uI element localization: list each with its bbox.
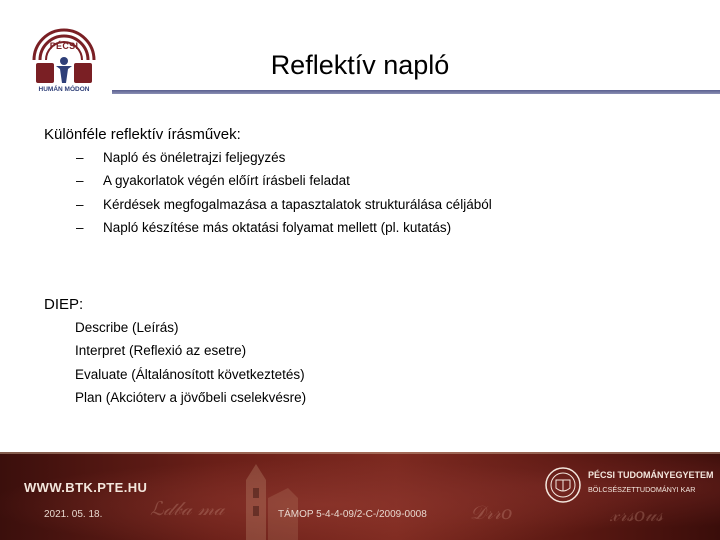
building-silhouette-icon bbox=[226, 458, 306, 540]
btk-logo bbox=[26, 20, 102, 98]
list-item bbox=[76, 220, 492, 243]
slide-title: Reflektív napló bbox=[270, 50, 450, 80]
list-item-text: Napló készítése más oktatási folyamat mellett (pl. kutatás) bbox=[103, 219, 452, 235]
list-item: Plan (Akcióterv a jövőbeli cselekvésre) bbox=[75, 389, 307, 405]
list-item-text: Kérdések megfogalmazása a tapasztalatok strukturálása céljából bbox=[103, 196, 492, 212]
title-rule bbox=[112, 90, 720, 94]
list-item: Evaluate (Általánosított következtetés) bbox=[75, 366, 305, 382]
list-item-text: Napló és önéletrajzi feljegyzés bbox=[103, 150, 286, 165]
section-heading-writing-types: Különféle reflektív írásművek: bbox=[44, 126, 241, 143]
writing-types-list bbox=[76, 150, 492, 243]
decorative-script: 𝒟𝓇𝓇𝑜 bbox=[470, 502, 513, 524]
footer-date: 2021. 05. 18. bbox=[44, 509, 103, 520]
website-link[interactable]: WWW.BTK.PTE.HU bbox=[24, 480, 148, 495]
footer-banner bbox=[0, 452, 720, 540]
footer-divider bbox=[0, 452, 720, 454]
list-item: Describe (Leírás) bbox=[75, 320, 179, 335]
section-heading-diep: DIEP: bbox=[44, 296, 84, 313]
bullet-dash: – bbox=[76, 219, 84, 235]
decorative-script: ℒ𝒹𝒷𝒶 𝓂𝒶 bbox=[150, 498, 225, 520]
bullet-dash: – bbox=[76, 173, 84, 189]
decorative-script: 𝓍𝓇𝓈𝑜𝓊𝓈 bbox=[610, 504, 664, 526]
faculty-name: BÖLCSÉSZETTUDOMÁNYI KAR bbox=[588, 485, 696, 494]
bullet-dash: – bbox=[76, 150, 84, 165]
university-name: PÉCSI TUDOMÁNYEGYETEM bbox=[588, 470, 714, 480]
list-item bbox=[76, 150, 492, 173]
list-item bbox=[76, 197, 492, 220]
logo-bottom-text: HUMÁN MÓDON bbox=[38, 86, 90, 93]
bullet-dash: – bbox=[76, 196, 84, 212]
footer-project-code: TÁMOP 5-4-4-09/2-C-/2009-0008 bbox=[278, 509, 427, 520]
university-seal-icon bbox=[544, 466, 582, 504]
list-item: Interpret (Reflexió az esetre) bbox=[75, 343, 247, 359]
logo-top-text: PÉCSI bbox=[49, 41, 79, 51]
diep-list bbox=[75, 320, 306, 413]
list-item bbox=[76, 173, 492, 196]
list-item-text: A gyakorlatok végén előírt írásbeli feladat bbox=[103, 173, 350, 189]
